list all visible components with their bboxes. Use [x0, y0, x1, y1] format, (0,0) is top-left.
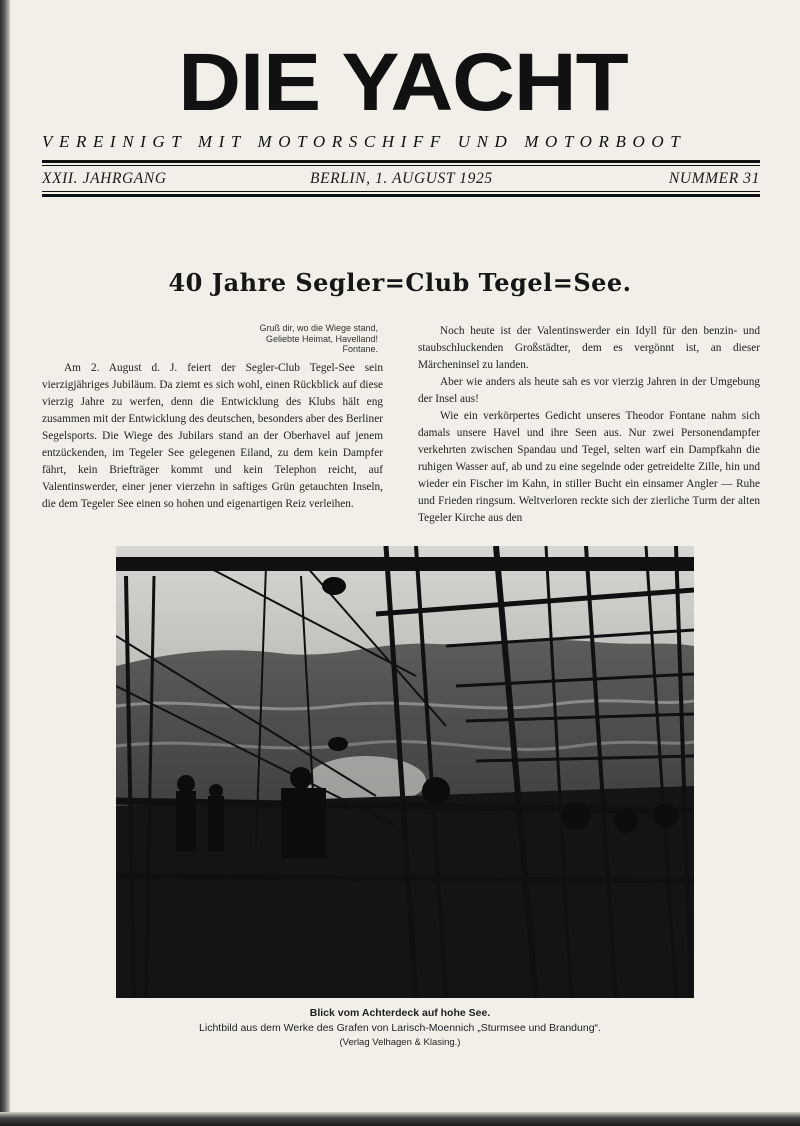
article-paragraph: Noch heute ist der Valentinswerder ein Idyll für den benzin- und staubschluckenden Großstädter, dem es vergönnt ist, an dieser Märcheninsel zu landen.	[418, 325, 760, 371]
page-bottom-edge	[0, 1112, 800, 1126]
header-rule-bottom-thin	[42, 191, 760, 192]
header-rule-bottom	[42, 194, 760, 197]
article-paragraph: Aber wie anders als heute sah es vor vierzig Jahren in der Umgebung der Insel aus!	[418, 376, 760, 405]
figure-caption-title: Blick vom Achterdeck auf hohe See.	[309, 1007, 491, 1019]
motto-line: Gruß dir, wo die Wiege stand,	[259, 323, 378, 333]
magazine-subtitle: VEREINIGT MIT MOTORSCHIFF UND MOTORBOOT	[42, 132, 687, 151]
issue-number: NUMMER 31	[668, 170, 760, 187]
article-title: 40 Jahre Segler=Club Tegel=See.	[168, 268, 632, 297]
book-spine-shadow	[0, 0, 10, 1126]
masthead	[0, 37, 800, 128]
figure-caption-credit: Lichtbild aus dem Werke des Grafen von Larisch-Moennich „Sturmsee und Brandung“.	[199, 1022, 601, 1034]
figure-caption-publisher: (Verlag Velhagen & Klasing.)	[339, 1037, 461, 1048]
article-motto	[230, 323, 378, 355]
ship-rigging-photo	[116, 546, 694, 998]
motto-author: Fontane.	[342, 344, 378, 354]
article-left-column	[42, 360, 383, 513]
issue-info-bar	[42, 170, 760, 190]
article-paragraph: Wie ein verkörpertes Gedicht unseres Theodor Fontane nahm sich damals unsere Havel und ihre Seen aus. Nur zwei Personendampfer verkehrten zwischen Spandau und Tegel, selten warf ein Dampfkahn die ruhigen Wasser auf, ab und zu eine segelnde oder getreidelte Zille, hin und wieder ein Fischer im Kahn, in stiller Bucht ein einsamer Angler — Ruhe und Frieden ringsum. Weltverloren reckte sich der zierliche Turm der alten Tegeler Kirche aus den	[418, 410, 760, 524]
header-rule-top-thin	[42, 165, 760, 166]
header-rule-top	[42, 160, 760, 163]
article-paragraph: Am 2. August d. J. feiert der Segler-Club Tegel-See sein vierzigjähriges Jubiläum. Da ziemt es sich wohl, einen Rückblick auf diese vierzig Jahre zu werfen, denn die Entwicklung des Klubs hält eng zusammen mit der Entwicklung des deutschen, besonders aber des Berliner Segelsports. Die Wiege des Jubilars stand an der Oberhavel auf jenem entzückenden, im Tegeler See gelegenen Eiland, zu dem kein Dampfer fährt, kein Briefträger kommt und kein Telephon reicht, auf Valentinswerder, einer jener vierzehn in saftiges Grün getauchten Inseln, die dem Tegeler See einen so hohen und eigenartigen Reiz verleihen.	[42, 362, 383, 510]
magazine-title: DIE YACHT	[178, 37, 628, 128]
issue-place-date: BERLIN, 1. AUGUST 1925	[310, 170, 493, 187]
article-right-column	[418, 323, 760, 527]
motto-line: Geliebte Heimat, Havelland!	[265, 333, 378, 344]
issue-volume: XXII. JAHRGANG	[42, 170, 167, 187]
